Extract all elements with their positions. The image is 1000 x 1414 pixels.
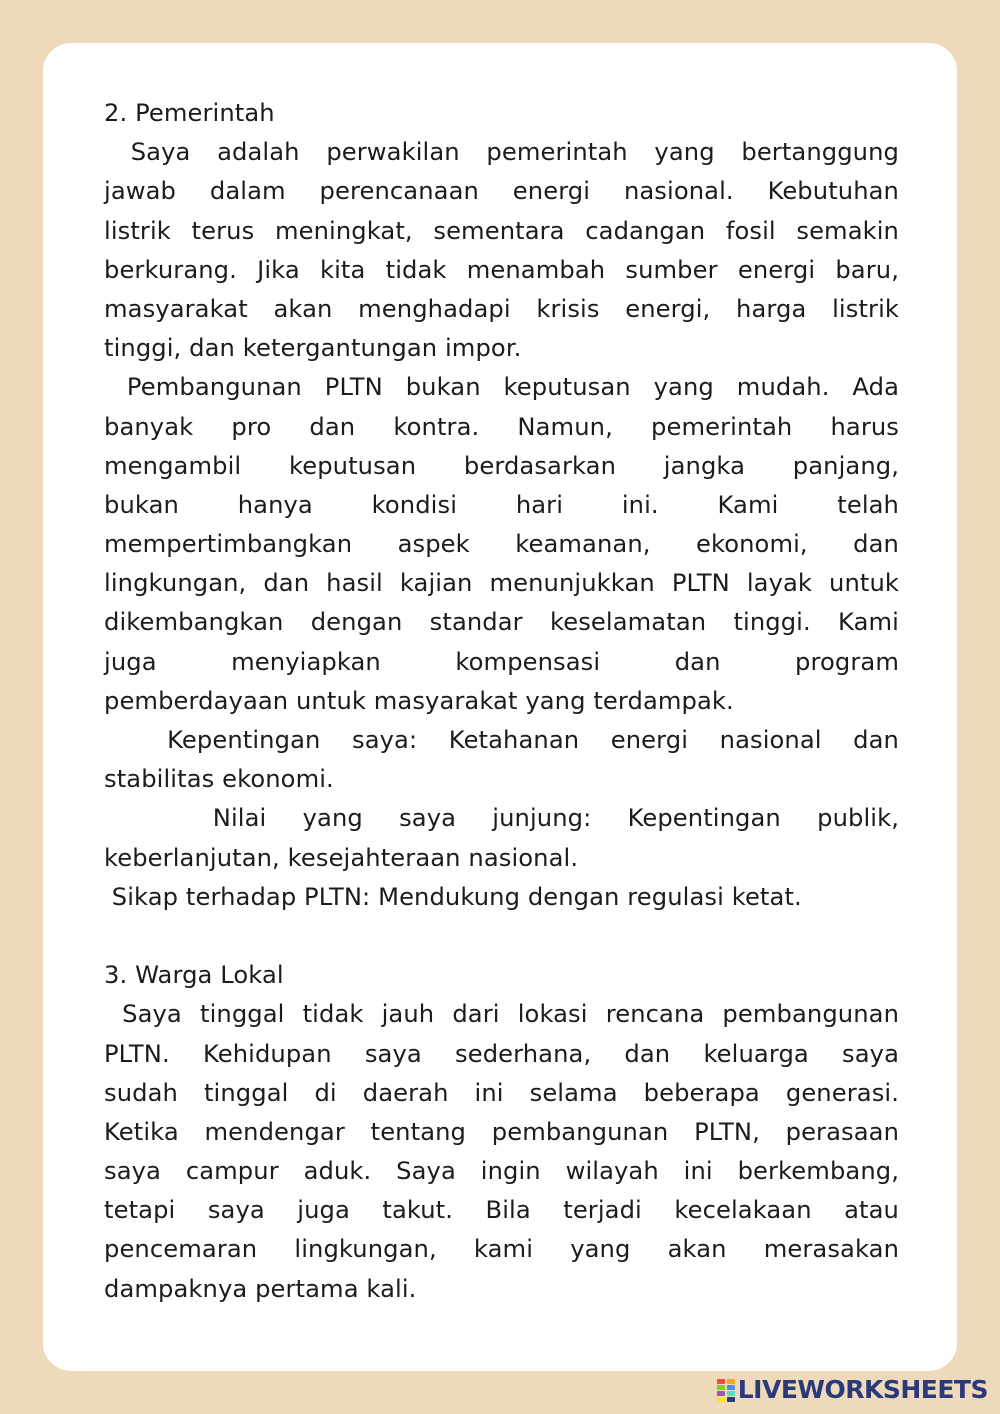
text-line: Ketika mendengar tentang pembangunan PLTN, perasaan: [104, 1117, 899, 1146]
section-heading: 2. Pemerintah: [104, 99, 275, 127]
text-line: dampaknya pertama kali.: [104, 1274, 417, 1303]
text-line: jawab dalam perencanaan energi nasional. Kebutuhan: [104, 177, 899, 206]
text-line: bukan hanya kondisi hari ini. Kami telah: [104, 490, 899, 519]
text-line: PLTN. Kehidupan saya sederhana, dan keluarga saya: [104, 1039, 899, 1068]
text-line: Saya tinggal tidak jauh dari lokasi rencana pembangunan: [104, 1000, 899, 1029]
text-line: sudah tinggal di daerah ini selama beberapa generasi.: [104, 1078, 899, 1107]
section-heading: 3. Warga Lokal: [104, 961, 284, 990]
liveworksheets-logo-icon: [717, 1379, 735, 1401]
text-line: tetapi saya juga takut. Bila terjadi kecelakaan atau: [104, 1196, 899, 1225]
paragraph: [104, 995, 899, 1309]
text-line: Sikap terhadap PLTN: Mendukung dengan regulasi ketat.: [104, 882, 802, 911]
text-line: masyarakat akan menghadapi krisis energi, harga listrik: [104, 294, 899, 323]
text-line: Pembangunan PLTN bukan keputusan yang mudah. Ada: [104, 373, 899, 402]
paragraph: [104, 133, 899, 368]
text-line: banyak pro dan kontra. Namun, pemerintah harus: [104, 412, 899, 441]
text-line: Saya adalah perwakilan pemerintah yang bertanggung: [104, 138, 899, 167]
text-line: dikembangkan dengan standar keselamatan tinggi. Kami: [104, 608, 899, 637]
paragraph: [104, 721, 899, 799]
text-line: stabilitas ekonomi.: [104, 765, 334, 794]
paragraph: [104, 878, 899, 917]
paragraph: [104, 799, 899, 877]
text-line: juga menyiapkan kompensasi dan program: [104, 647, 899, 676]
text-line: berkurang. Jika kita tidak menambah sumber energi baru,: [104, 255, 899, 284]
text-line: Kepentingan saya: Ketahanan energi nasional dan: [104, 726, 899, 754]
text-line: saya campur aduk. Saya ingin wilayah ini berkembang,: [104, 1157, 899, 1186]
text-line: mengambil keputusan berdasarkan jangka panjang,: [104, 451, 899, 480]
blank-line: [104, 917, 899, 956]
text-line: Nilai yang saya junjung: Kepentingan publik,: [104, 804, 899, 833]
text-line: mempertimbangkan aspek keamanan, ekonomi, dan: [104, 530, 899, 559]
text-line: lingkungan, dan hasil kajian menunjukkan PLTN layak untuk: [104, 569, 899, 598]
brand-name: LIVEWORKSHEETS: [737, 1375, 988, 1404]
text-line: keberlanjutan, kesejahteraan nasional.: [104, 843, 579, 872]
text-line: listrik terus meningkat, sementara cadangan fosil semakin: [104, 216, 899, 245]
liveworksheets-brand[interactable]: [717, 1375, 988, 1404]
paragraph: [104, 368, 899, 721]
text-line: tinggi, dan ketergantungan impor.: [104, 334, 522, 363]
text-line: pemberdayaan untuk masyarakat yang terdampak.: [104, 686, 734, 715]
text-line: pencemaran lingkungan, kami yang akan merasakan: [104, 1235, 899, 1264]
document-body: [104, 94, 899, 1309]
